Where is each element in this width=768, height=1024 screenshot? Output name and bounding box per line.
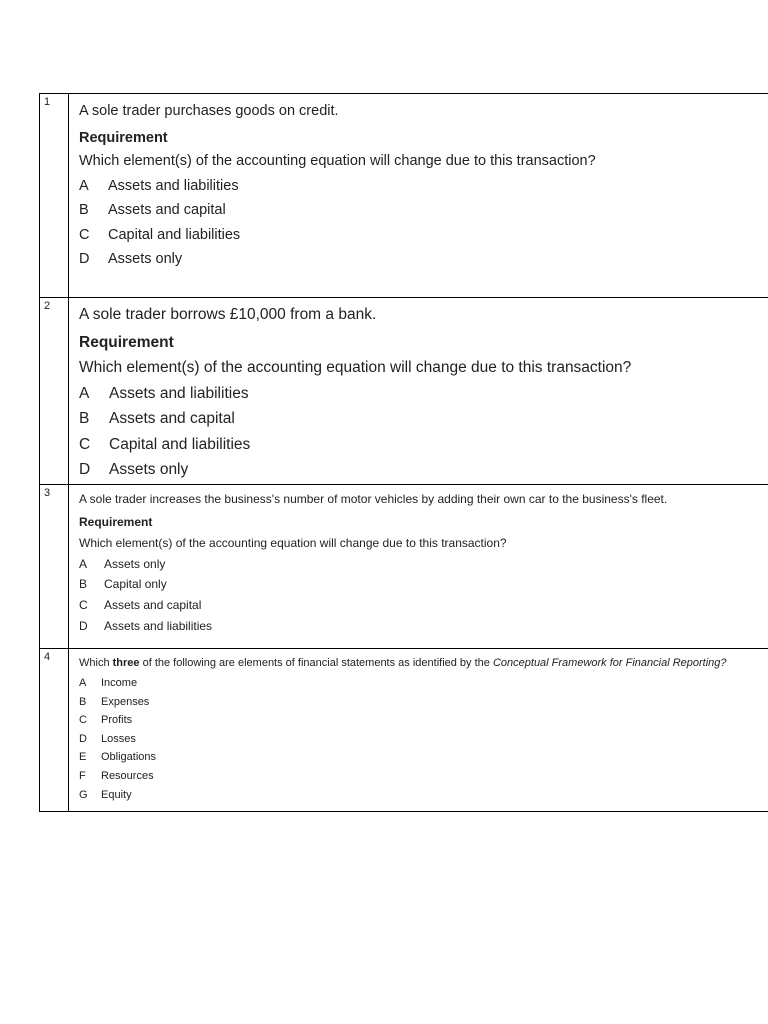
answer-option[interactable] xyxy=(79,767,768,786)
answer-option[interactable] xyxy=(79,457,768,483)
option-letter: D xyxy=(79,461,91,478)
question-stem: A sole trader purchases goods on credit. xyxy=(79,103,339,119)
requirement-text: Which element(s) of the accounting equation will change due to this transaction? xyxy=(79,536,507,550)
answer-option[interactable] xyxy=(79,198,768,223)
option-text: Resources xyxy=(101,769,154,782)
option-letter: C xyxy=(79,598,88,613)
option-text: Profits xyxy=(101,714,133,727)
answer-option[interactable] xyxy=(79,674,768,693)
question-row xyxy=(40,649,768,812)
stem-framework-title: Conceptual Framework for Financial Reporting? xyxy=(492,657,727,669)
option-letter: B xyxy=(79,577,88,592)
requirement-heading: Requirement xyxy=(79,130,168,146)
requirement-heading: Requirement xyxy=(79,334,174,351)
question-row xyxy=(40,485,768,649)
requirement-text: Which element(s) of the accounting equation will change due to this transaction? xyxy=(79,153,596,169)
question-body xyxy=(69,649,768,811)
option-letter: A xyxy=(79,177,89,194)
question-stem: A sole trader borrows £10,000 from a bank. xyxy=(79,306,377,323)
answer-option[interactable] xyxy=(79,432,768,458)
option-letter: A xyxy=(79,677,87,689)
option-letter: C xyxy=(79,435,91,453)
question-table xyxy=(39,93,768,812)
question-number: 4 xyxy=(40,649,69,811)
option-text: Assets and capital xyxy=(108,202,226,218)
option-text: Assets and capital xyxy=(109,410,235,427)
answer-option[interactable] xyxy=(79,616,768,637)
option-text: Expenses xyxy=(101,695,150,708)
option-letter: D xyxy=(79,618,88,633)
header-rule xyxy=(663,297,768,298)
requirement-text: Which element(s) of the accounting equation will change due to this transaction? xyxy=(79,359,632,376)
option-text: Assets only xyxy=(109,461,189,478)
option-letter: D xyxy=(79,251,90,267)
question-stem: A sole trader increases the business's number of motor vehicles by adding their own car to the business's fleet. xyxy=(79,492,668,506)
option-letter: F xyxy=(79,769,86,782)
option-letter: E xyxy=(79,751,87,764)
option-text: Assets and liabilities xyxy=(109,384,249,402)
option-letter: B xyxy=(79,695,87,708)
question-row xyxy=(40,94,768,298)
answer-option[interactable] xyxy=(79,786,768,805)
header-rule xyxy=(663,93,768,94)
answer-option[interactable] xyxy=(79,595,768,616)
stem-prefix: Which xyxy=(79,657,113,669)
option-letter: A xyxy=(79,556,88,571)
answer-option[interactable] xyxy=(79,693,768,712)
option-text: Income xyxy=(101,677,138,689)
answer-option[interactable] xyxy=(79,748,768,767)
header-rule xyxy=(663,484,768,485)
option-text: Assets only xyxy=(108,251,183,267)
question-number: 2 xyxy=(40,298,69,484)
option-letter: G xyxy=(79,788,88,801)
answer-option[interactable] xyxy=(79,381,768,407)
question-stem xyxy=(79,652,768,674)
question-number: 3 xyxy=(40,485,69,648)
option-letter: A xyxy=(79,384,90,402)
option-text: Capital and liabilities xyxy=(109,435,251,453)
question-body xyxy=(69,94,768,297)
option-letter: D xyxy=(79,732,87,745)
option-text: Losses xyxy=(101,732,136,745)
option-text: Obligations xyxy=(101,751,157,764)
option-text: Assets only xyxy=(104,556,166,571)
option-letter: B xyxy=(79,410,90,427)
answer-option[interactable] xyxy=(79,223,768,248)
question-number: 1 xyxy=(40,94,69,297)
option-text: Capital only xyxy=(104,577,167,592)
option-text: Equity xyxy=(101,788,132,801)
option-text: Assets and capital xyxy=(104,598,202,613)
answer-option[interactable] xyxy=(79,711,768,730)
option-text: Assets and liabilities xyxy=(104,618,213,633)
question-body xyxy=(69,485,768,648)
stem-emphasis: three xyxy=(112,657,140,669)
answer-option[interactable] xyxy=(79,574,768,595)
option-letter: C xyxy=(79,226,90,243)
answer-option[interactable] xyxy=(79,247,768,272)
question-body xyxy=(69,298,768,484)
option-text: Capital and liabilities xyxy=(108,226,241,243)
answer-option[interactable] xyxy=(79,174,768,199)
answer-option[interactable] xyxy=(79,406,768,432)
option-text: Assets and liabilities xyxy=(108,177,239,194)
option-letter: C xyxy=(79,714,87,727)
option-letter: B xyxy=(79,202,89,218)
answer-option[interactable] xyxy=(79,730,768,749)
answer-option[interactable] xyxy=(79,554,768,575)
stem-middle: of the following are elements of financial statements as identified by the xyxy=(139,657,493,669)
question-row xyxy=(40,298,768,485)
requirement-heading: Requirement xyxy=(79,515,153,529)
